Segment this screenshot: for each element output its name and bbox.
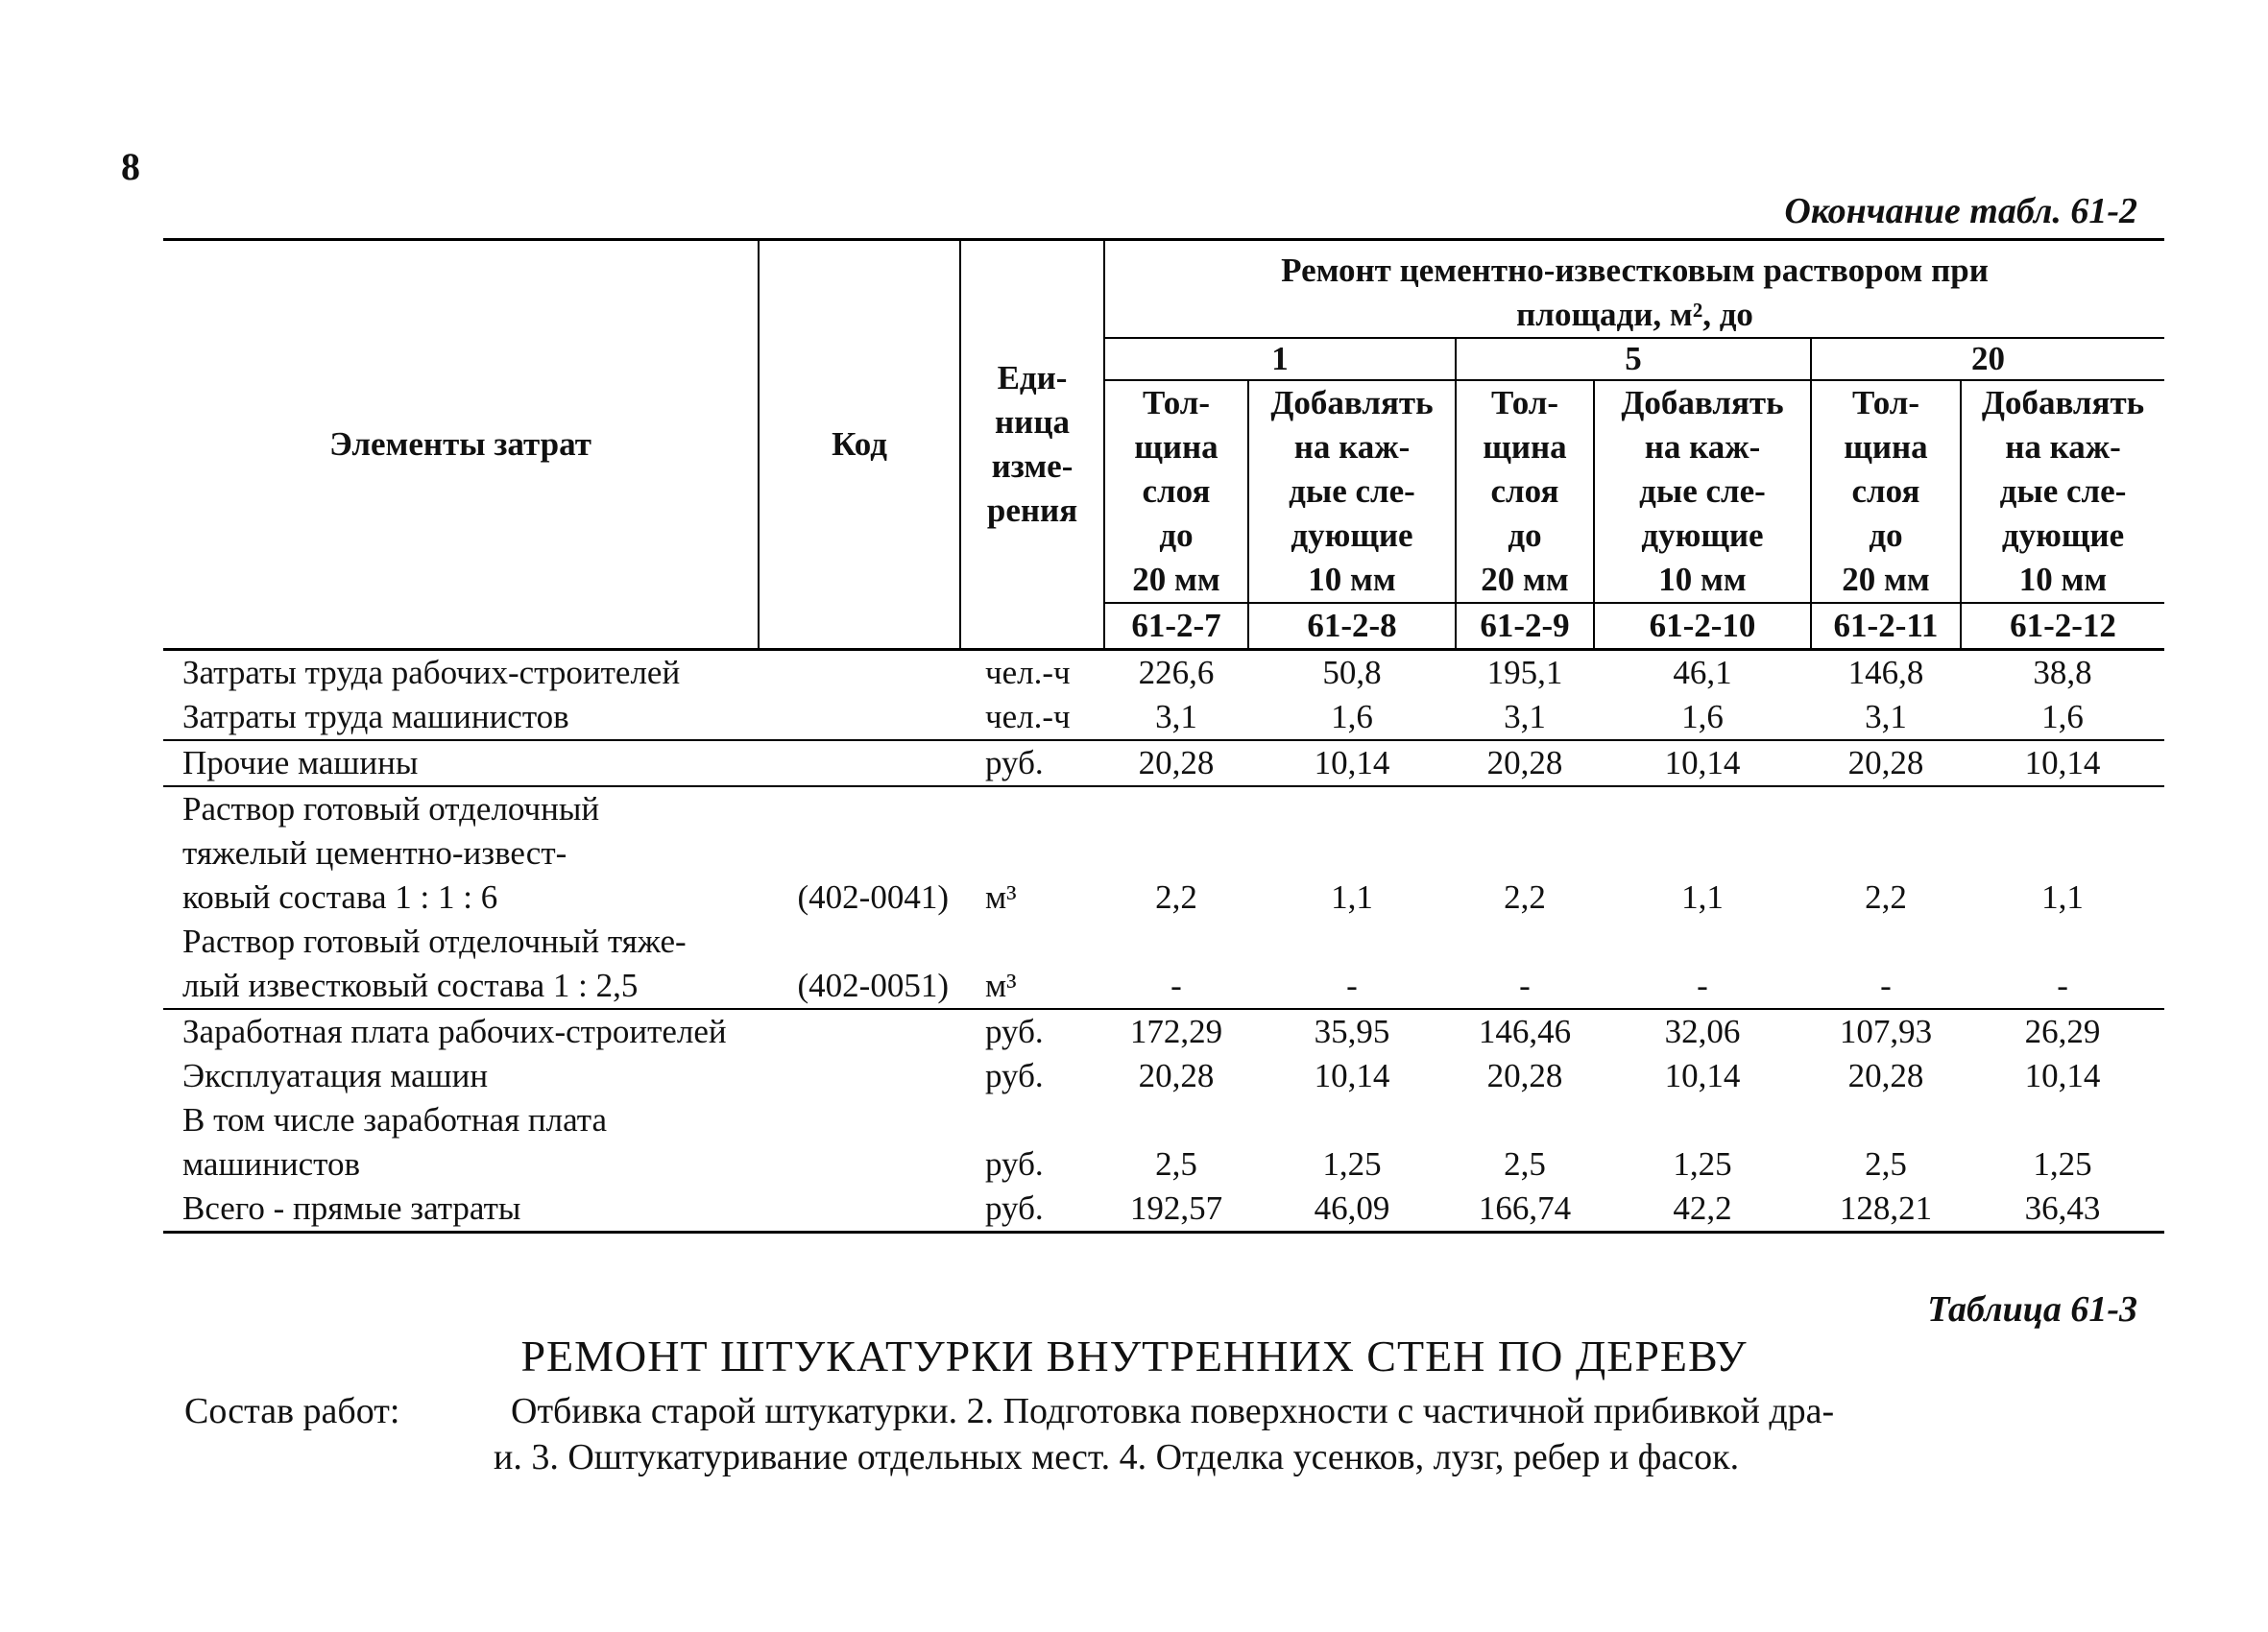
row-value: 1,25 [1673,1145,1732,1183]
table-row [163,650,2164,696]
header-area-1: 1 [1104,338,1456,380]
row-value: 10,14 [1314,1057,1390,1094]
row-value: 192,57 [1104,1187,1248,1233]
row-value: 146,46 [1456,1009,1594,1054]
header-code-cell: 61-2-7 [1104,603,1248,650]
row-value: 1,6 [1331,698,1373,735]
row-value: 26,29 [1961,1009,2164,1054]
header-subcol: Добавлять на каж- дые сле- дующие 10 мм [1248,380,1456,603]
row-value: 35,95 [1248,1009,1456,1054]
row-value: 10,14 [1594,740,1811,786]
table-caption-bottom: Таблица 61-3 [1927,1289,2137,1330]
row-value: - [1519,967,1531,1004]
row-value: 20,28 [1486,1057,1563,1094]
header-area-20: 20 [1811,338,2164,380]
row-value: 46,1 [1673,654,1732,691]
row-name: Раствор готовый отделочный тяжелый цементно-извест- ковый состава 1 : 1 : 6 [163,786,759,920]
row-unit: руб. [960,1187,1104,1233]
row-value: 2,5 [1865,1145,1907,1183]
row-unit: м³ [960,786,1104,920]
header-area-5: 5 [1456,338,1811,380]
row-code [759,1009,960,1054]
row-value: 20,28 [1104,740,1248,786]
row-code: (402-0051) [797,967,949,1004]
header-code: Код [759,240,960,650]
row-value: 1,1 [1961,786,2164,920]
row-code [759,1098,960,1187]
row-unit: руб. [985,1145,1044,1183]
row-code [759,695,960,740]
row-unit: руб. [985,1057,1044,1094]
row-value: 20,28 [1847,1057,1924,1094]
header-code-cell: 61-2-10 [1594,603,1811,650]
row-value: 146,8 [1847,654,1924,691]
row-unit: руб. [960,740,1104,786]
row-value: - [1697,967,1708,1004]
row-name: В том числе заработная плата машинистов [182,1101,608,1183]
row-value: 2,5 [1504,1145,1546,1183]
row-value: 10,14 [1961,740,2164,786]
header-subcol: Добавлять на каж- дые сле- дующие 10 мм [1961,380,2164,603]
row-value: 1,6 [1681,698,1724,735]
row-code: (402-0041) [759,786,960,920]
row-value: 38,8 [2033,654,2092,691]
row-unit: чел.-ч [985,654,1071,691]
header-code-cell: 61-2-11 [1811,603,1961,650]
row-value: 2,2 [1456,786,1594,920]
row-unit: м³ [985,967,1017,1004]
section-title: РЕМОНТ ШТУКАТУРКИ ВНУТРЕННИХ СТЕН ПО ДЕРЕВУ [520,1332,1748,1380]
header-unit: Еди- ница изме- рения [960,240,1104,650]
row-value: 36,43 [1961,1187,2164,1233]
table-row [163,740,2164,786]
row-value: 1,1 [1594,786,1811,920]
row-code [759,740,960,786]
row-value: 3,1 [1865,698,1907,735]
composition-text-line2: и. 3. Оштукатуривание отдельных мест. 4. Отделка усенков, лузг, ребер и фасок. [494,1437,1740,1477]
row-value: - [1346,967,1358,1004]
header-code-cell: 61-2-12 [1961,603,2164,650]
header-elements: Элементы затрат [163,240,759,650]
row-value: 172,29 [1104,1009,1248,1054]
row-name: Затраты труда рабочих-строителей [182,654,681,691]
header-code-cell: 61-2-9 [1456,603,1594,650]
row-value: 46,09 [1248,1187,1456,1233]
row-code [759,650,960,696]
row-name: Прочие машины [163,740,759,786]
row-name: Эксплуатация машин [182,1057,489,1094]
row-value: - [2057,967,2068,1004]
page-number: 8 [121,145,140,188]
row-value: 1,25 [2033,1145,2092,1183]
row-value: 1,6 [2041,698,2084,735]
table-row [163,920,2164,1009]
row-value: 3,1 [1504,698,1546,735]
table-row [163,786,2164,920]
table-body [163,650,2164,1233]
header-subcol: Тол- щина слоя до 20 мм [1456,380,1594,603]
table-caption-top: Окончание табл. 61-2 [1784,191,2137,231]
header-subcol: Тол- щина слоя до 20 мм [1811,380,1961,603]
composition-text-line1: Отбивка старой штукатурки. 2. Подготовка поверхности с частичной прибивкой дра- [511,1391,1835,1431]
table-row [163,1054,2164,1098]
header-group: Ремонт цементно-известковым раствором при площади, м², до [1104,240,2164,339]
row-value: 20,28 [1456,740,1594,786]
row-code [759,1187,960,1233]
header-code-cell: 61-2-8 [1248,603,1456,650]
row-value: 226,6 [1138,654,1215,691]
row-name: Раствор готовый отделочный тяже- лый известковый состава 1 : 2,5 [182,923,687,1004]
row-value: 3,1 [1155,698,1197,735]
row-value: 2,5 [1155,1145,1197,1183]
table-row [163,1187,2164,1233]
row-value: - [1170,967,1182,1004]
cost-table [163,238,2164,1234]
row-value: 10,14 [2024,1057,2101,1094]
row-value: 50,8 [1322,654,1382,691]
row-unit: чел.-ч [985,698,1071,735]
row-value: 2,2 [1811,786,1961,920]
table-row [163,695,2164,740]
row-name: Всего - прямые затраты [163,1187,759,1233]
row-value: 10,14 [1248,740,1456,786]
row-value: 20,28 [1138,1057,1215,1094]
row-value: 166,74 [1456,1187,1594,1233]
row-unit: руб. [960,1009,1104,1054]
row-value: 10,14 [1664,1057,1741,1094]
composition-label: Состав работ: [184,1391,400,1431]
row-value: 107,93 [1811,1009,1961,1054]
row-name: Заработная плата рабочих-строителей [163,1009,759,1054]
row-value: - [1880,967,1892,1004]
work-composition [184,1388,2162,1480]
row-value: 20,28 [1811,740,1961,786]
row-name: Затраты труда машинистов [182,698,569,735]
table-row [163,1098,2164,1187]
row-value: 42,2 [1594,1187,1811,1233]
row-value: 2,2 [1104,786,1248,920]
row-value: 32,06 [1594,1009,1811,1054]
header-subcol: Тол- щина слоя до 20 мм [1104,380,1248,603]
row-value: 1,1 [1248,786,1456,920]
row-value: 195,1 [1486,654,1563,691]
row-code [759,1054,960,1098]
table-row [163,1009,2164,1054]
row-value: 128,21 [1811,1187,1961,1233]
header-subcol: Добавлять на каж- дые сле- дующие 10 мм [1594,380,1811,603]
row-value: 1,25 [1322,1145,1382,1183]
